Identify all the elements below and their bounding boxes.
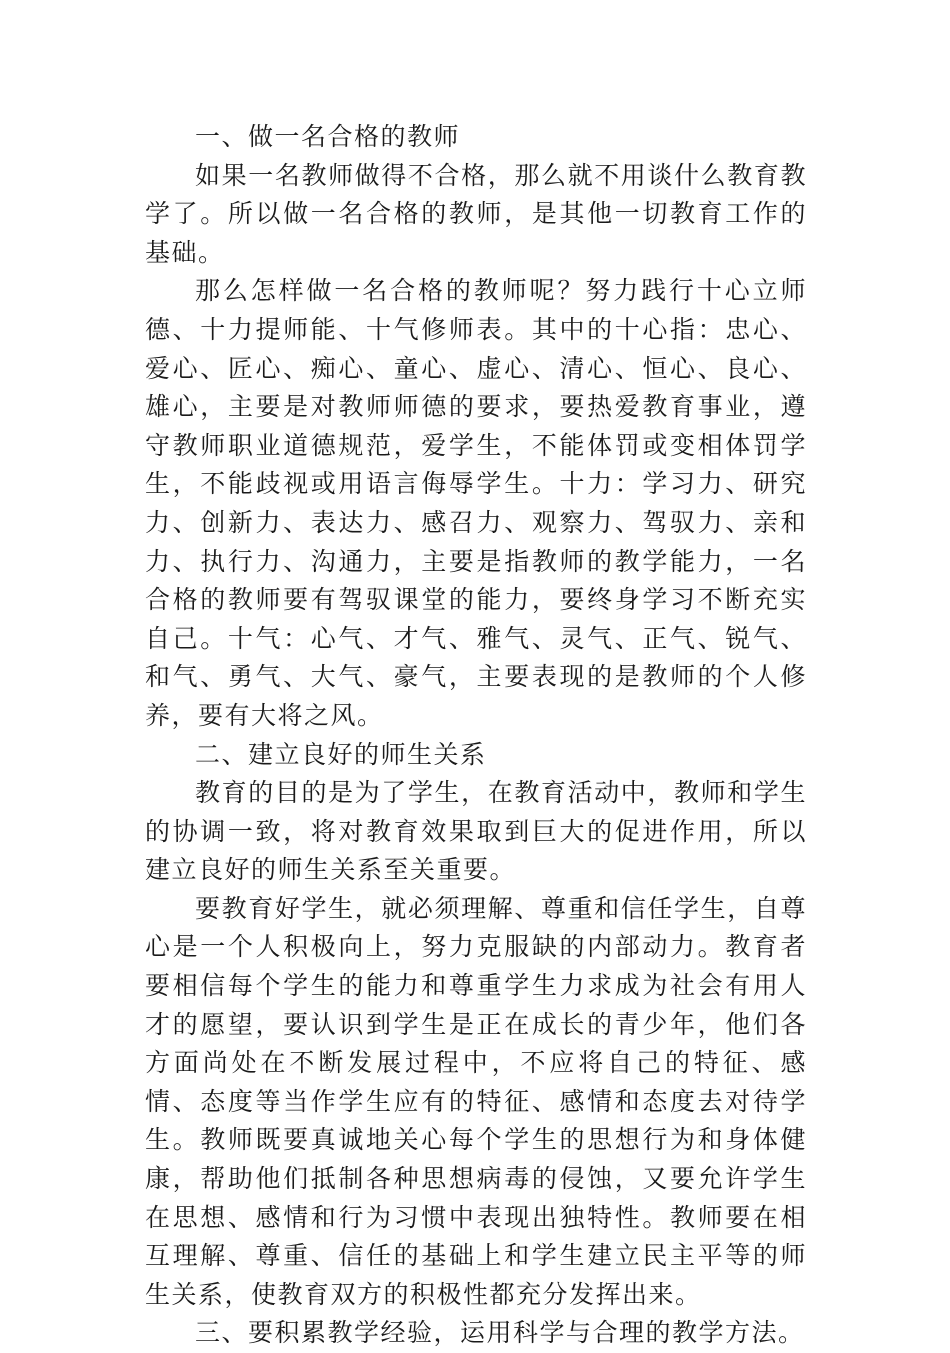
paragraph: 如果一名教师做得不合格，那么就不用谈什么教育教学了。所以做一名合格的教师，是其他一切教育工作的基础。 <box>145 160 807 267</box>
paragraph: 教育的目的是为了学生，在教育活动中，教师和学生的协调一致，将对教育效果取到巨大的促进作用，所以建立良好的师生关系至关重要。 <box>145 778 807 885</box>
paragraph: 要教育好学生，就必须理解、尊重和信任学生，自尊心是一个人积极向上，努力克服缺的内部动力。教育者要相信每个学生的能力和尊重学生力求成为社会有用人才的愿望，要认识到学生是正在成长的青少年，他们各方面尚处在不断发展过程中，不应将自己的特征、感情、态度等当作学生应有的特征、感情和态度去对待学生。教师既要真诚地关心每个学生的思想行为和身体健康，帮助他们抵制各种思想病毒的侵蚀，又要允许学生在思想、感情和行为习惯中表现出独特性。教师要在相互理解、尊重、信任的基础上和学生建立民主平等的师生关系，使教育双方的积极性都充分发挥出来。 <box>145 893 807 1309</box>
section-heading-3: 三、要积累教学经验，运用科学与合理的教学方法。 <box>195 1318 805 1348</box>
section-heading-1: 一、做一名合格的教师 <box>195 122 461 151</box>
paragraph: 那么怎样做一名合格的教师呢？努力践行十心立师德、十力提师能、十气修师表。其中的十心指：忠心、爱心、匠心、痴心、童心、虚心、清心、恒心、良心、雄心，主要是对教师师德的要求，要热爱教育事业，遵守教师职业道德规范，爱学生，不能体罚或变相体罚学生，不能歧视或用语言侮辱学生。十力：学习力、研究力、创新力、表达力、感召力、观察力、驾驭力、亲和力、执行力、沟通力，主要是指教师的教学能力，一名合格的教师要有驾驭课堂的能力，要终身学习不断充实自己。十气：心气、才气、雅气、灵气、正气、锐气、和气、勇气、大气、豪气，主要表现的是教师的个人修养，要有大将之风。 <box>145 276 807 730</box>
document-page <box>145 118 807 1353</box>
section-heading-2: 二、建立良好的师生关系 <box>195 739 487 769</box>
